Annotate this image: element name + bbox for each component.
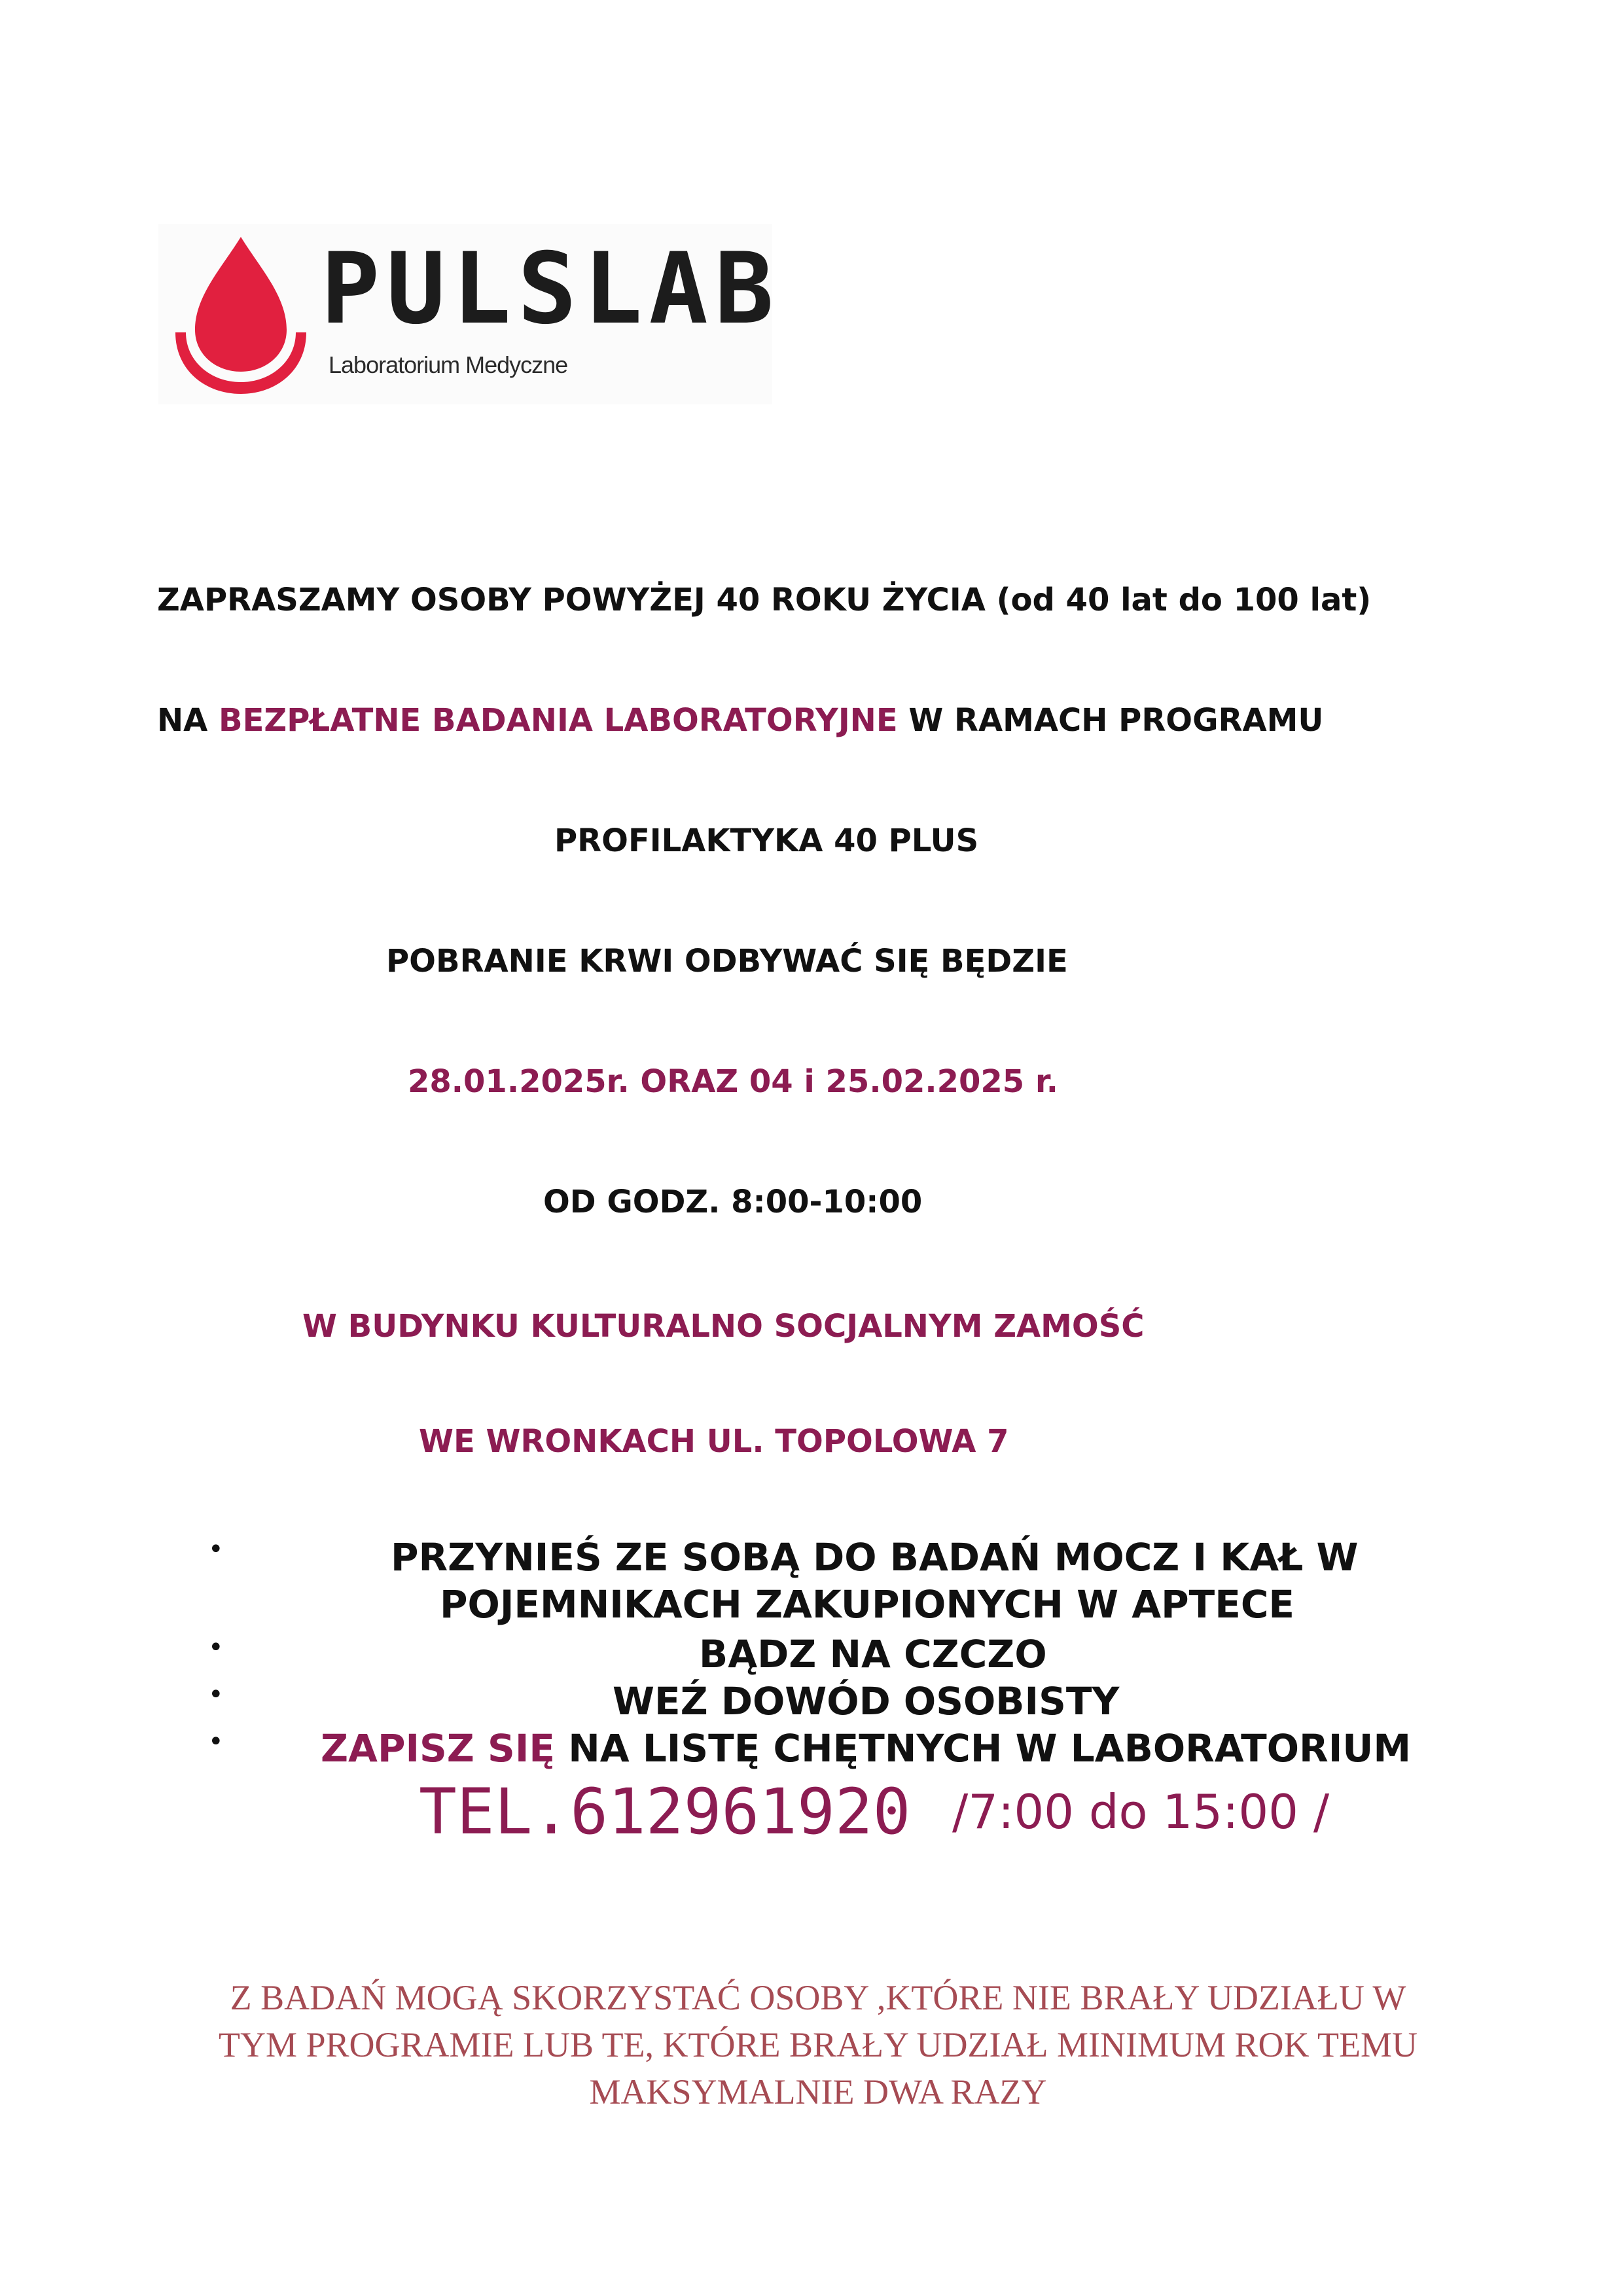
bullet-marker: • [208, 1534, 224, 1564]
fasting-line: BĄDZ NA CZCZO [699, 1632, 1047, 1676]
bring-samples-line2: POJEMNIKACH ZAKUPIONYCH W APTECE [440, 1582, 1295, 1627]
program-line [157, 701, 1323, 739]
blood-draw-line: POBRANIE KRWI ODBYWAĆ SIĘ BĘDZIE [386, 943, 1068, 980]
eligibility-note-line1: Z BADAŃ MOGĄ SKORZYSTAĆ OSOBY ,KTÓRE NIE BRAŁY UDZIAŁU W [230, 1978, 1406, 2017]
hours-line: OD GODZ. 8:00-10:00 [543, 1184, 923, 1220]
bullet-marker: • [208, 1633, 224, 1663]
dates-line: 28.01.2025r. ORAZ 04 i 25.02.2025 r. [408, 1063, 1058, 1100]
program-name: PROFILAKTYKA 40 PLUS [554, 822, 979, 859]
bullet-marker: • [208, 1680, 224, 1710]
lab-hours: /7:00 do 15:00 / [952, 1784, 1330, 1839]
free-tests-highlight: BEZPŁATNE BADANIA LABORATORYJNE [219, 702, 898, 739]
logo-tagline: Laboratorium Medyczne [329, 351, 568, 378]
blood-drop-icon [169, 233, 313, 395]
eligibility-note-line3: MAKSYMALNIE DWA RAZY [589, 2072, 1047, 2111]
bring-samples-line1: PRZYNIEŚ ZE SOBĄ DO BADAŃ MOCZ I KAŁ W [391, 1535, 1359, 1580]
id-document-line: WEŹ DOWÓD OSOBISTY [613, 1679, 1120, 1723]
logo-wordmark: PULSLAB [321, 232, 781, 346]
eligibility-note-line2: TYM PROGRAMIE LUB TE, KTÓRE BRAŁY UDZIAŁ MINIMUM ROK TEMU [219, 2025, 1418, 2064]
pulslab-logo [158, 224, 781, 404]
invitation-line: ZAPRASZAMY OSOBY POWYŻEJ 40 ROKU ŻYCIA (od 40 lat do 100 lat) [157, 582, 1372, 618]
bullet-marker: • [208, 1727, 224, 1757]
phone-number: TEL.612961920 [419, 1775, 911, 1848]
signup-highlight: ZAPISZ SIĘ [321, 1726, 556, 1771]
signup-line [321, 1725, 1411, 1772]
program-line-suffix: W RAMACH PROGRAMU [897, 702, 1324, 739]
program-line-prefix: NA [157, 702, 219, 739]
venue-line: W BUDYNKU KULTURALNO SOCJALNYM ZAMOŚĆ [302, 1308, 1145, 1345]
address-line: WE WRONKACH UL. TOPOLOWA 7 [419, 1423, 1009, 1460]
signup-rest: NA LISTĘ CHĘTNYCH W LABORATORIUM [555, 1726, 1412, 1771]
